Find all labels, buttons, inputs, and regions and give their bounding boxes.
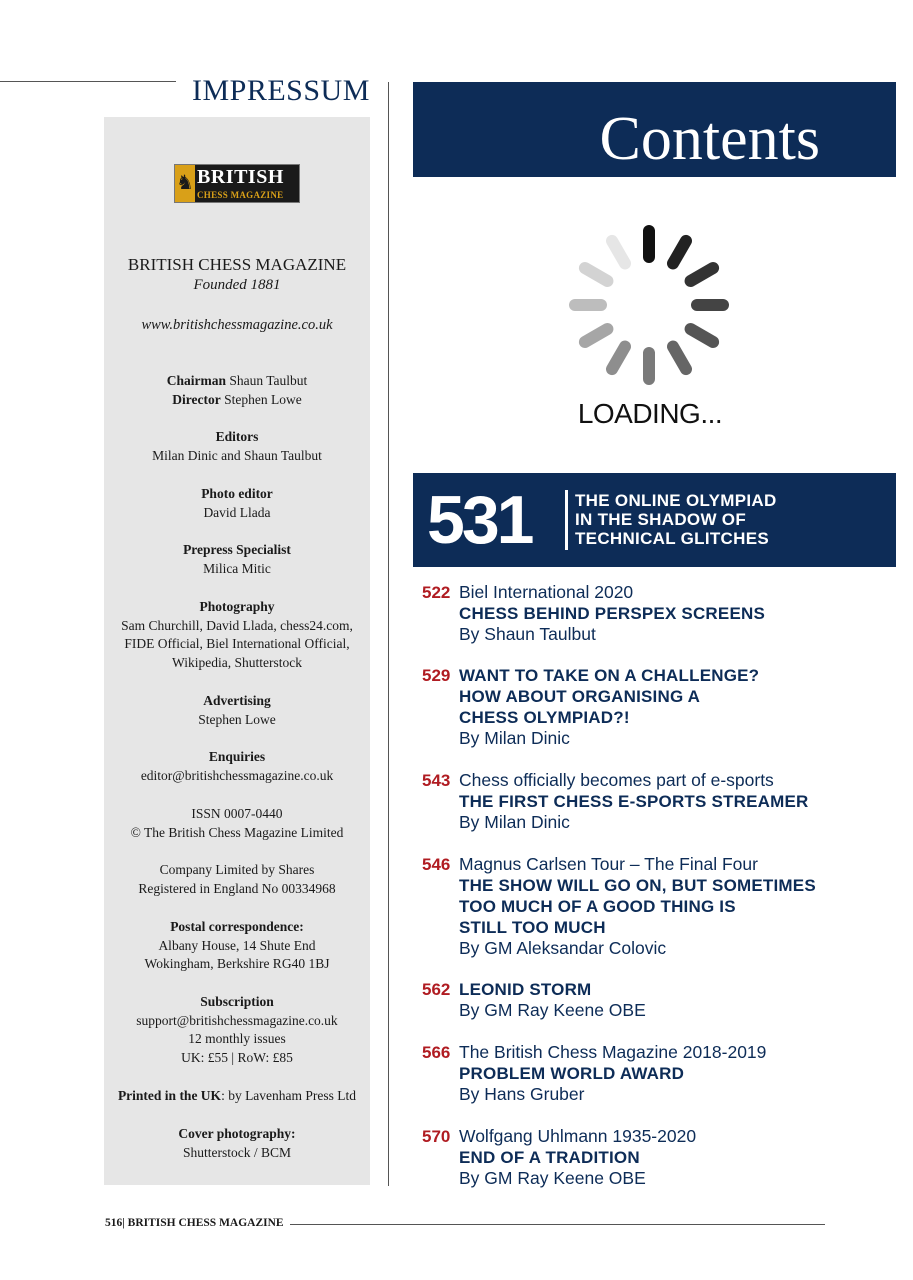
postal-label: Postal correspondence:: [170, 919, 304, 934]
postal-block: [104, 918, 370, 974]
contents-title: Contents: [599, 105, 820, 173]
magazine-name: BRITISH CHESS MAGAZINE: [127, 255, 347, 274]
footer-separator: |: [122, 1217, 125, 1229]
company-line: Company Limited by Shares: [159, 862, 315, 877]
photo-editor-block: [104, 485, 370, 522]
toc-text: [459, 770, 889, 833]
copyright: © The British Chess Magazine Limited: [130, 824, 344, 840]
company-line: Registered in England No 00334968: [138, 880, 336, 896]
toc-byline: By Milan Dinic: [459, 728, 570, 748]
bcm-logo: [174, 164, 300, 203]
toc-headline: PROBLEM WORLD AWARD: [459, 1064, 685, 1083]
toc-page-number: 529: [422, 666, 451, 685]
footer-page-number: 516: [105, 1217, 123, 1229]
logo-text-chess-magazine: CHESS MAGAZINE: [197, 190, 284, 200]
subscription-block: [104, 993, 370, 1067]
issn-block: [104, 805, 370, 842]
advertising-block: [104, 692, 370, 729]
toc-headline: WANT TO TAKE ON A CHALLENGE?: [459, 666, 760, 685]
feature-divider: [565, 490, 568, 550]
website-link[interactable]: www.britishchessmagazine.co.uk: [141, 317, 333, 333]
spinner-segment: [673, 241, 686, 264]
toc-headline: TOO MUCH OF A GOOD THING IS: [459, 897, 736, 916]
photo-editor-name: David Llada: [203, 504, 271, 520]
editors-names: Milan Dinic and Shaun Taulbut: [152, 447, 322, 463]
toc-headline: HOW ABOUT ORGANISING A: [459, 687, 701, 706]
spinner-segment: [691, 268, 714, 281]
spinner-segment: [585, 329, 608, 342]
prepress-name: Milica Mitic: [203, 560, 271, 576]
feature-title-line: TECHNICAL GLITCHES: [575, 529, 769, 548]
photography-line: FIDE Official, Biel International Official,: [124, 636, 350, 651]
toc-byline: By Hans Gruber: [459, 1084, 585, 1104]
feature-banner[interactable]: [413, 473, 896, 567]
impressum-heading: IMPRESSUM: [192, 74, 370, 107]
cover-block: [104, 1125, 370, 1162]
toc-headline: CHESS BEHIND PERSPEX SCREENS: [459, 604, 766, 623]
footer-magazine: BRITISH CHESS MAGAZINE: [124, 1217, 284, 1229]
photography-label: Photography: [199, 599, 275, 614]
enquiries-label: Enquiries: [208, 749, 266, 764]
photography-line: Sam Churchill, David Llada, chess24.com,: [121, 617, 353, 633]
printed-text: : by Lavenham Press Ltd: [221, 1088, 357, 1103]
enquiries-block: [104, 748, 370, 785]
toc-text: [459, 582, 889, 645]
toc-kicker: Wolfgang Uhlmann 1935-2020: [459, 1126, 697, 1146]
feature-title: [575, 491, 777, 548]
toc-text: [459, 1126, 889, 1189]
spinner-segment: [612, 241, 625, 264]
toc-page-number: 562: [422, 980, 451, 999]
top-divider: [0, 81, 176, 82]
knight-icon: ♞: [175, 165, 195, 202]
chairman-label: Chairman: [166, 373, 226, 388]
toc-page-number: 566: [422, 1043, 451, 1062]
spinner-segment: [612, 347, 625, 370]
printed-label: Printed in the UK: [117, 1088, 222, 1103]
toc-kicker: The British Chess Magazine 2018-2019: [459, 1042, 767, 1062]
toc-headline: STILL TOO MUCH: [459, 918, 606, 937]
subscription-label: Subscription: [200, 994, 274, 1009]
cover-label: Cover photography:: [178, 1126, 296, 1141]
toc-page-number: 522: [422, 583, 451, 602]
spinner-segment: [585, 268, 608, 281]
company-block: [104, 861, 370, 898]
chairman-name: Shaun Taulbut: [229, 373, 308, 388]
toc-text: [459, 665, 889, 749]
loading-spinner-icon: [568, 224, 730, 386]
toc-byline: By GM Aleksandar Colovic: [459, 938, 667, 958]
subscription-email[interactable]: support@britishchessmagazine.co.uk: [136, 1012, 338, 1028]
printed-block: [104, 1087, 370, 1106]
masthead-block: [104, 254, 370, 295]
cover-text: Shutterstock / BCM: [182, 1144, 291, 1160]
contents-banner: [413, 82, 896, 177]
toc-text: [459, 979, 889, 1021]
postal-line: Wokingham, Berkshire RG40 1BJ: [144, 956, 330, 971]
toc-byline: By Milan Dinic: [459, 812, 570, 832]
toc-kicker: Magnus Carlsen Tour – The Final Four: [459, 854, 758, 874]
toc-page-number: 543: [422, 771, 451, 790]
photography-block: [104, 598, 370, 672]
editors-block: [104, 428, 370, 465]
toc-kicker: Chess officially becomes part of e-sports: [459, 770, 774, 790]
feature-page-number: 531: [427, 482, 532, 558]
director-label: Director: [172, 391, 221, 407]
impressum-panel: [104, 117, 370, 1185]
photo-editor-label: Photo editor: [201, 486, 273, 501]
toc-byline: By GM Ray Keene OBE: [459, 1000, 646, 1020]
enquiries-email[interactable]: editor@britishchessmagazine.co.uk: [140, 767, 334, 783]
subscription-issues: 12 monthly issues: [188, 1031, 286, 1046]
toc-kicker: Biel International 2020: [459, 582, 634, 602]
spinner-segment: [691, 329, 714, 342]
toc-page-number: 570: [422, 1127, 451, 1146]
footer-divider: [290, 1224, 825, 1225]
advertising-name: Stephen Lowe: [198, 711, 276, 727]
issn: ISSN 0007-0440: [191, 806, 283, 821]
toc-headline: CHESS OLYMPIAD?!: [459, 708, 630, 727]
prepress-label: Prepress Specialist: [183, 542, 291, 557]
toc-headline: THE FIRST CHESS E-SPORTS STREAMER: [459, 792, 809, 811]
spinner-segment: [673, 347, 686, 370]
toc-headline: LEONID STORM: [459, 980, 592, 999]
toc-text: [459, 1042, 889, 1105]
chairman-director-block: [104, 372, 370, 409]
toc-byline: By GM Ray Keene OBE: [459, 1168, 646, 1188]
logo-text-british: BRITISH: [197, 166, 284, 188]
prepress-block: [104, 541, 370, 578]
footer-folio: [105, 1217, 284, 1229]
column-divider: [388, 82, 389, 1186]
feature-title-line: THE ONLINE OLYMPIAD: [575, 491, 777, 510]
toc-headline: END OF A TRADITION: [459, 1148, 640, 1167]
toc-headline: THE SHOW WILL GO ON, BUT SOMETIMES: [459, 876, 816, 895]
photography-line: Wikipedia, Shutterstock: [172, 654, 302, 670]
subscription-price: UK: £55 | RoW: £85: [181, 1049, 293, 1065]
toc-text: [459, 854, 889, 959]
director-name: Stephen Lowe: [224, 391, 302, 407]
loading-label: LOADING...: [577, 398, 723, 429]
advertising-label: Advertising: [203, 693, 271, 708]
editors-label: Editors: [215, 429, 259, 444]
toc-byline: By Shaun Taulbut: [459, 624, 596, 644]
founded-year: Founded 1881: [193, 277, 281, 293]
postal-line: Albany House, 14 Shute End: [158, 937, 316, 953]
toc-page-number: 546: [422, 855, 451, 874]
feature-title-line: IN THE SHADOW OF: [575, 510, 747, 529]
